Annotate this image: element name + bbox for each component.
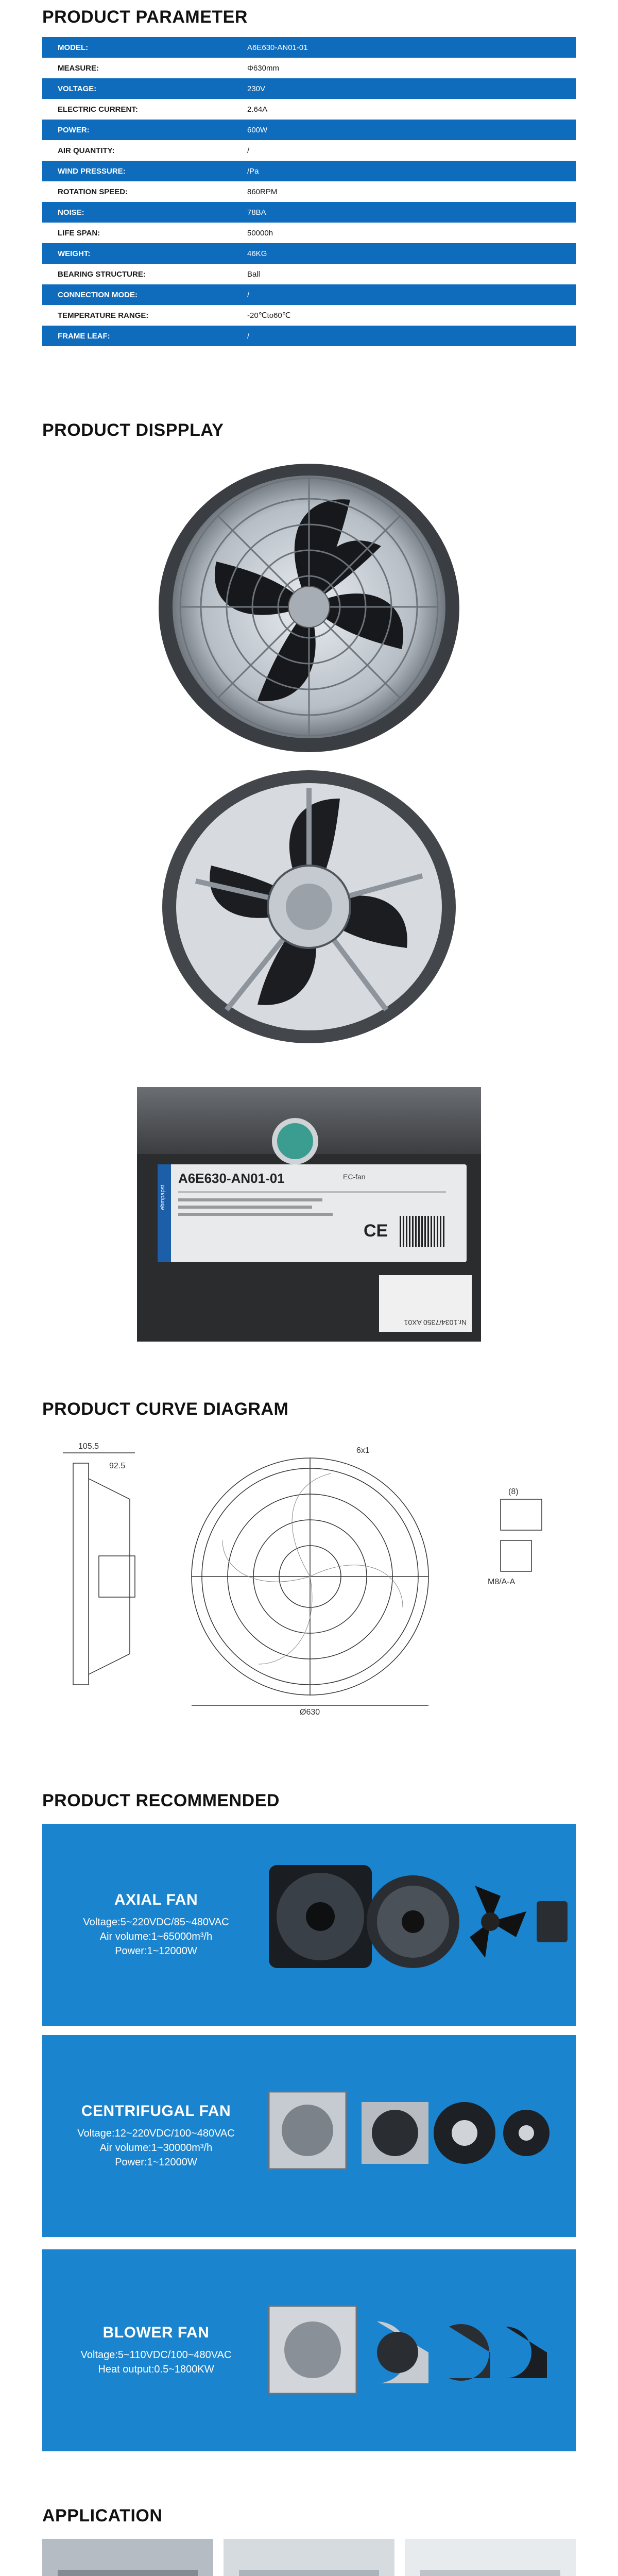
connector-icon: [272, 1118, 318, 1164]
fan-back-image: [42, 768, 576, 1046]
section-title-display: PRODUCT DISPPLAY: [42, 420, 224, 440]
parameter-value: Φ630mm: [247, 63, 279, 73]
parameter-key: MEASURE:: [58, 63, 99, 73]
card-product-image: [259, 1824, 568, 2026]
parameter-row: [42, 264, 576, 284]
parameter-row: [42, 326, 576, 346]
application-image: [224, 2539, 394, 2576]
card-spec-line: Voltage:12~220VDC/100~480VAC: [77, 2128, 235, 2139]
parameter-row: [42, 140, 576, 161]
card-product-image: [259, 2249, 568, 2451]
card-title: AXIAL FAN: [114, 1891, 198, 1908]
card-spec-line: Power:1~12000W: [115, 1945, 197, 1957]
ce-mark: CE: [364, 1221, 388, 1241]
parameter-key: MODEL:: [58, 43, 89, 52]
dim-small2: M8/A-A: [488, 1578, 516, 1586]
parameter-value: /Pa: [247, 166, 259, 176]
card-spec-line: Heat output:0.5~1800KW: [98, 2364, 214, 2375]
dim-diameter: Ø630: [300, 1708, 320, 1716]
parameter-row: [42, 161, 576, 181]
parameter-value: 860RPM: [247, 187, 278, 196]
card-product-image: [259, 2035, 568, 2237]
card-spec-line: Voltage:5~110VDC/100~480VAC: [80, 2349, 232, 2361]
parameter-key: WEIGHT:: [58, 249, 91, 258]
parameter-value: /: [247, 146, 250, 155]
parameter-row: [42, 284, 576, 305]
parameter-row: [42, 120, 576, 140]
parameter-value: /: [247, 290, 250, 299]
application-item[interactable]: [405, 2539, 576, 2576]
parameter-key: VOLTAGE:: [58, 84, 97, 93]
application-image: [42, 2539, 213, 2576]
application-item[interactable]: [42, 2539, 213, 2576]
section-title-recommended: PRODUCT RECOMMENDED: [42, 1791, 280, 1810]
dimension-drawing: [42, 1437, 576, 1716]
barcode: [400, 1216, 446, 1247]
parameter-row: [42, 37, 576, 58]
card-text: [61, 1824, 251, 2026]
parameter-row: [42, 305, 576, 326]
dim-top: 6x1: [356, 1446, 370, 1455]
serial-sticker: Nr.1034/7350 AX01: [379, 1275, 472, 1332]
card-spec-line: Power:1~12000W: [115, 2157, 197, 2168]
parameter-value: /: [247, 331, 250, 341]
label-fan-type: EC-fan: [343, 1173, 366, 1181]
recommended-card[interactable]: [42, 2249, 576, 2451]
parameter-key: BEARING STRUCTURE:: [58, 269, 146, 279]
parameter-value: 600W: [247, 125, 268, 134]
label-sticker: [158, 1164, 467, 1262]
parameter-key: LIFE SPAN:: [58, 228, 100, 238]
dim-left-b: 92.5: [109, 1462, 126, 1470]
parameter-row: [42, 223, 576, 243]
parameter-key: FRAME LEAF:: [58, 331, 110, 341]
section-title-parameter: PRODUCT PARAMETER: [42, 7, 248, 27]
parameter-key: ELECTRIC CURRENT:: [58, 105, 138, 114]
card-title: CENTRIFUGAL FAN: [81, 2103, 231, 2120]
parameter-value: 230V: [247, 84, 266, 93]
fan-front-image: [42, 453, 576, 757]
card-spec-line: Air volume:1~65000m³/h: [99, 1931, 213, 1942]
section-title-curve: PRODUCT CURVE DIAGRAM: [42, 1399, 289, 1419]
parameter-row: [42, 99, 576, 120]
parameter-row: [42, 78, 576, 99]
parameter-row: [42, 181, 576, 202]
dim-small: (8): [508, 1487, 519, 1496]
parameter-value: 50000h: [247, 228, 273, 238]
parameter-value: 78BA: [247, 208, 266, 217]
parameter-key: NOISE:: [58, 208, 84, 217]
recommended-card[interactable]: [42, 1824, 576, 2026]
parameter-value: -20℃to60℃: [247, 311, 291, 320]
parameter-key: WIND PRESSURE:: [58, 166, 126, 176]
parameter-key: CONNECTION MODE:: [58, 290, 138, 299]
parameter-row: [42, 202, 576, 223]
card-text: [61, 2249, 251, 2451]
parameter-key: AIR QUANTITY:: [58, 146, 115, 155]
recommended-card[interactable]: [42, 2035, 576, 2237]
label-model: A6E630-AN01-01: [178, 1171, 285, 1186]
parameter-value: 2.64A: [247, 105, 268, 114]
parameter-value: A6E630-AN01-01: [247, 43, 308, 52]
parameter-row: [42, 243, 576, 264]
parameter-value: Ball: [247, 269, 261, 279]
application-item[interactable]: [224, 2539, 394, 2576]
parameter-key: TEMPERATURE RANGE:: [58, 311, 149, 320]
card-spec-line: Air volume:1~30000m³/h: [99, 2142, 213, 2154]
parameter-key: POWER:: [58, 125, 90, 134]
brand-text: ebmpapst: [160, 1185, 166, 1210]
parameter-value: 46KG: [247, 249, 267, 258]
parameter-key: ROTATION SPEED:: [58, 187, 128, 196]
dim-left-a: 105.5: [78, 1442, 99, 1451]
parameter-row: [42, 58, 576, 78]
application-image: [405, 2539, 576, 2576]
card-spec-line: Voltage:5~220VDC/85~480VAC: [83, 1917, 229, 1928]
card-title: BLOWER FAN: [102, 2324, 210, 2341]
section-title-application: APPLICATION: [42, 2506, 163, 2526]
parameter-table: [42, 37, 576, 346]
nameplate-photo: [137, 1087, 481, 1342]
card-text: [61, 2035, 251, 2237]
